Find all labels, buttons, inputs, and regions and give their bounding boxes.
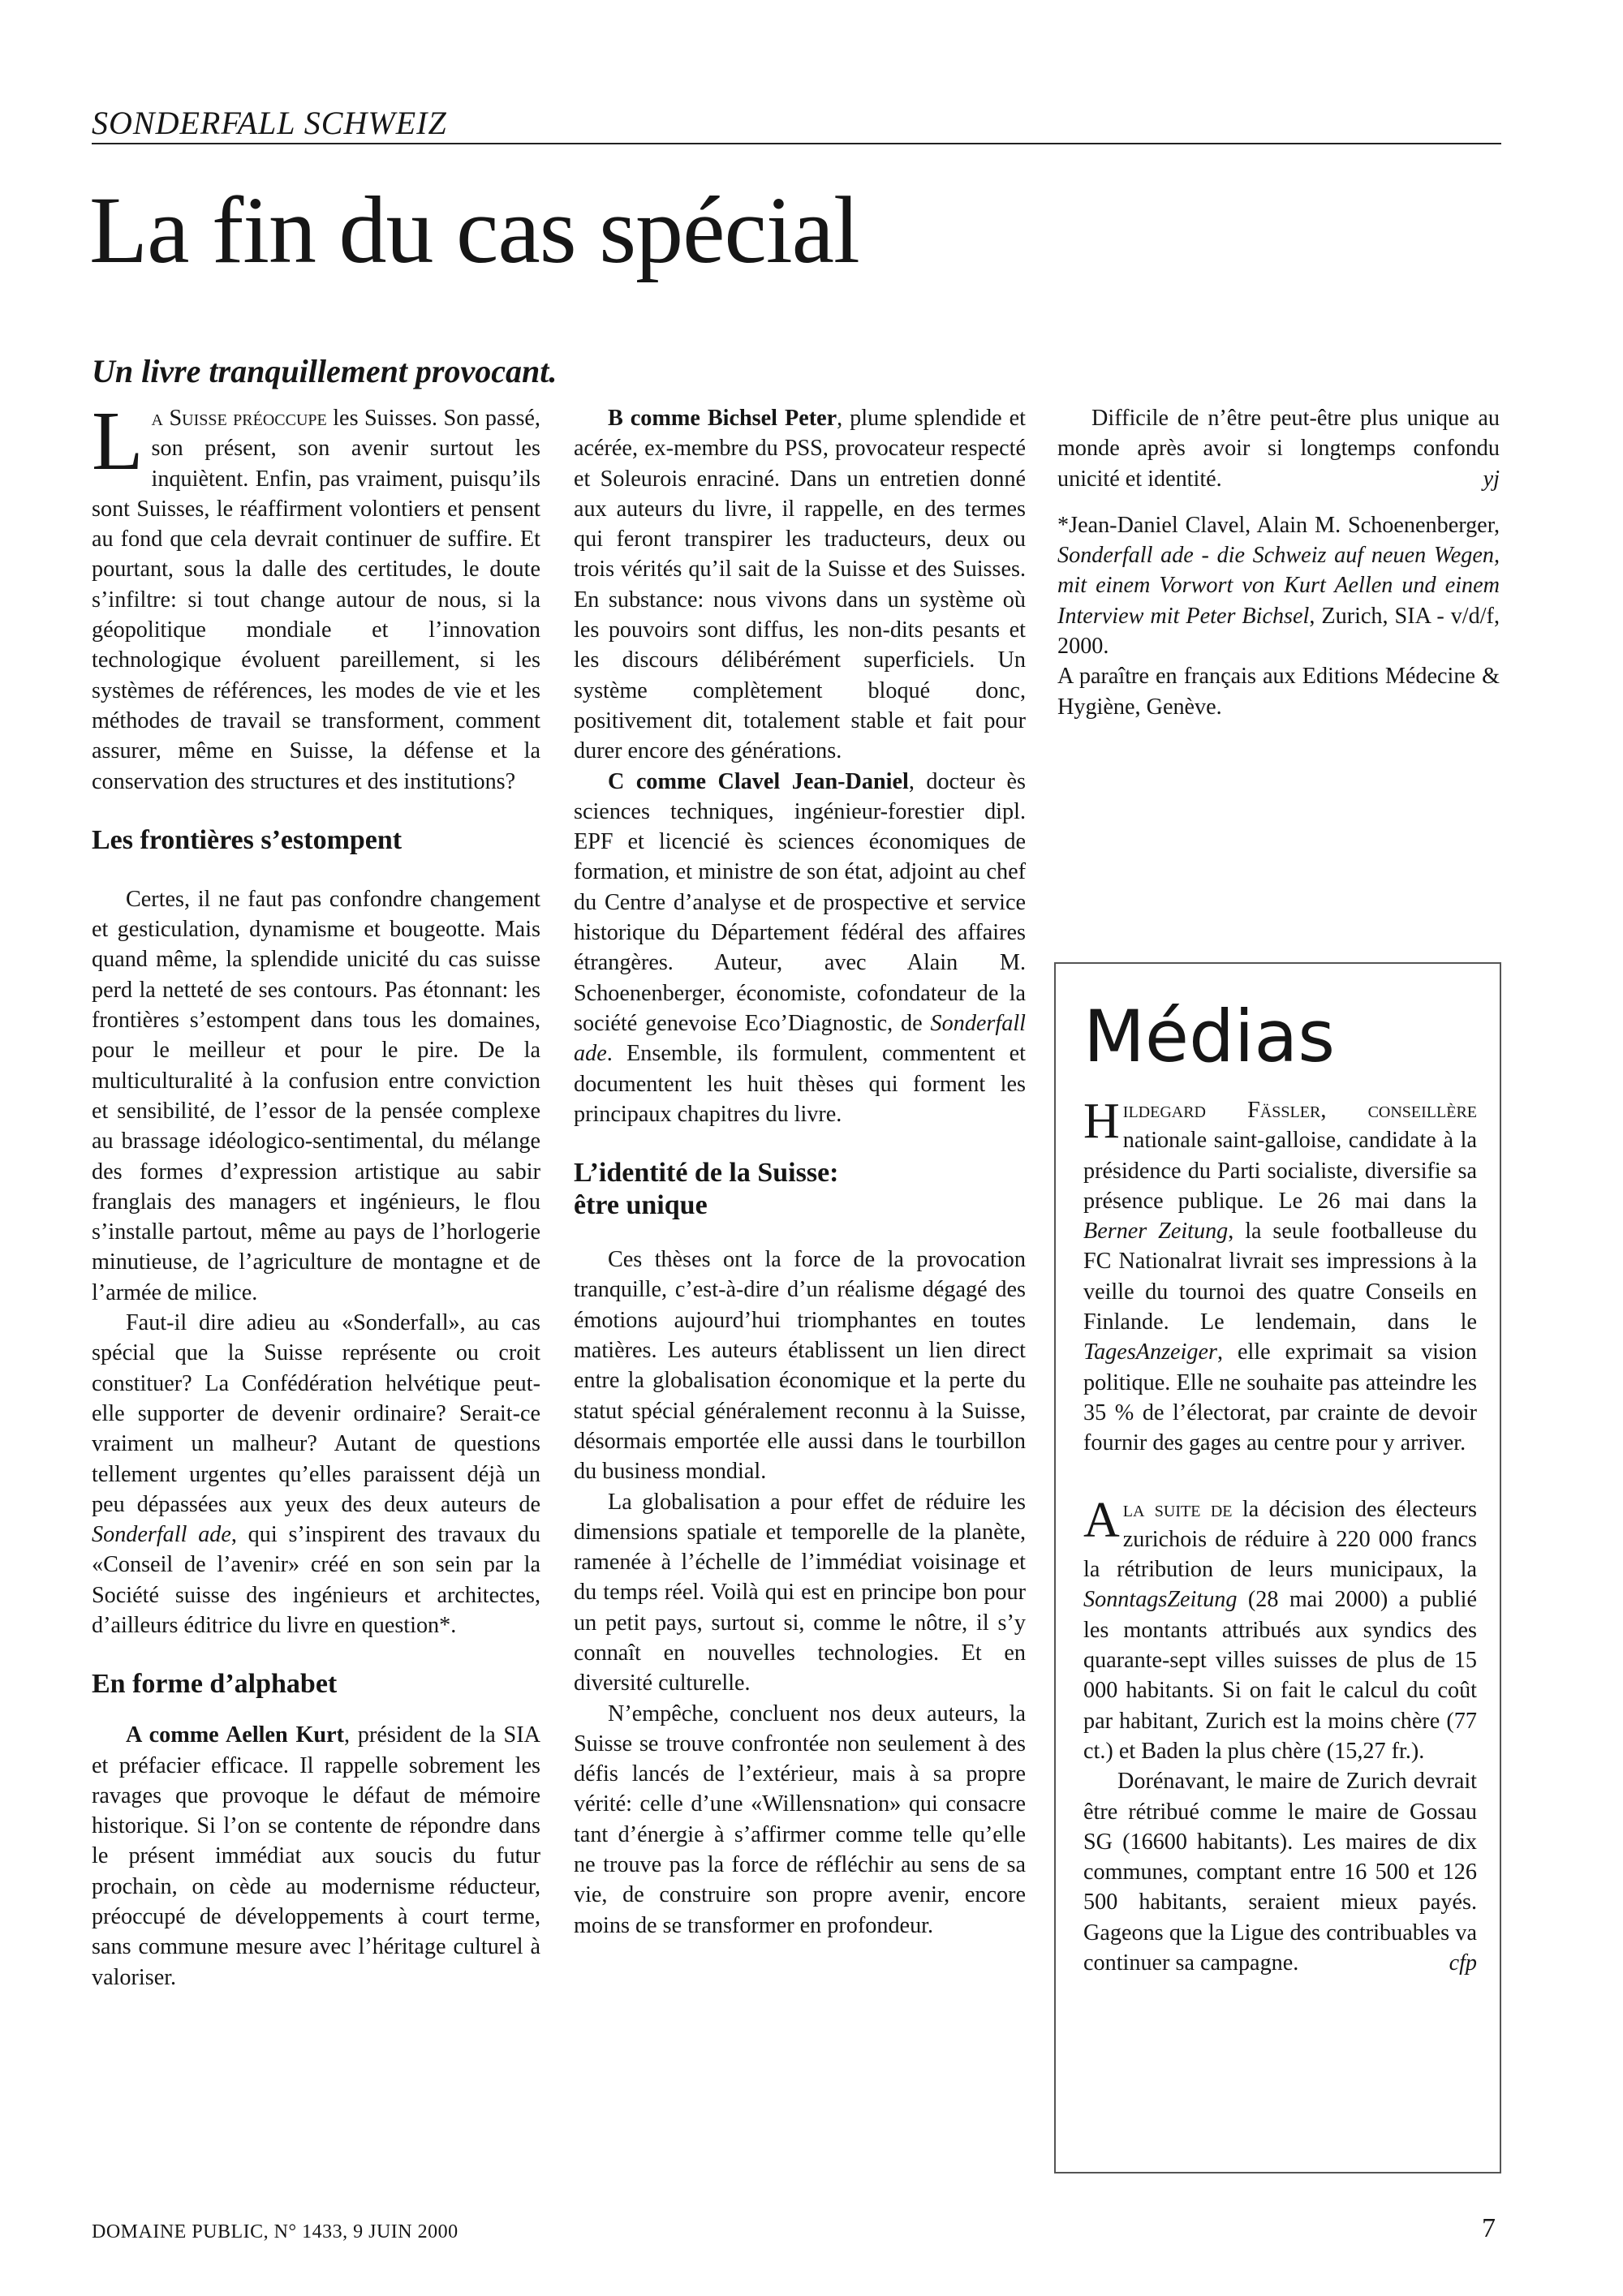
lead-text: les Suisses. Son passé, son présent, son avenir surtout les inquiètent. Enfin, pas vraiment, puisqu’ils sont Suisses, le réaffirment volontiers et pensent au fond que cela devrait continuer de suffire. Et pourtant, sous la dalle des certitudes, le doute s’infiltre: si tout change autour de nous, si la géopolitique mondiale et l’innovation technologique évoluent pareillement, si les systèmes de références, les modes de vie et les méthodes de travail se transforment, comment assurer, même en Suisse, la défense et la conservation des structures et des institutions?	[92, 406, 540, 794]
paragraph-b	[574, 403, 1026, 767]
book-title: Sonderfall ade - die Schweiz auf neuen Wegen, mit einem Vorwort von Kurt Aellen und einem Interview mit Peter Bichsel	[1057, 543, 1500, 629]
medias-box	[1054, 962, 1501, 2173]
medias-item-1: Hildegard Fässler, conseillère nationale saint-galloise, candidate à la présidence du Parti socialiste, diversifie sa présence publique. Le 26 mai dans la Berner Zeitung, la seule footballeuse du FC Nationalrat livrait ses impressions à la veille du tournoi des quatre Conseils en Finlande. Le lendemain, dans le TagesAnzeiger, elle exprimait sa vision politique. Elle ne souhaite pas atteindre les 35 % de l’électorat, par crainte de devoir fournir des gages au centre pour y arriver.	[1083, 1094, 1477, 1456]
paragraph-text: , qui s’inspirent des travaux du «Conseil de l’avenir» créé en son sein par la Société suisse des ingénieurs et architectes, d’ailleurs éditrice du livre en question*.	[92, 1522, 540, 1638]
alphabet-label-b: B comme Bichsel Peter	[608, 406, 837, 431]
lead-paragraph	[92, 394, 540, 797]
drop-cap: H	[1083, 1094, 1120, 1149]
article-subtitle: Un livre tranquillement provocant.	[92, 353, 558, 389]
alphabet-label-c: C comme Clavel Jean-Daniel	[608, 768, 909, 794]
medias-title: Médias	[1083, 995, 1336, 1078]
paragraph-text: , plume splendide et acérée, ex-membre du PSS, provocateur respecté et Soleurois enraciné. Dans un entretien donné aux auteurs du livre, il rappelle, en des termes qui feront transpirer les traducteurs, deux ou trois vérités qu’il sait de la Suisse et des Suisses. En substance: nous vivons dans un système où les pouvoirs sont diffus, les non-dits pesants et les discours délibérément superficiels. Un système complètement bloqué donc, positivement dit, totalement stable et fait pour durer encore des générations.	[574, 406, 1026, 764]
section-heading-frontieres: Les frontières s’estompent	[92, 824, 403, 855]
alphabet-label-a: A comme Aellen Kurt	[126, 1722, 344, 1748]
section-heading-alphabet: En forme d’alphabet	[92, 1669, 338, 1700]
paragraph: Ces thèses ont la force de la provocation tranquille, c’est-à-dire d’un réalisme dégagé des émotions aujourd’hui triomphantes en toutes matières. Les auteurs établissent un lien direct entre la globalisation économique et la perte du statut spécial généralement reconnu à la Suisse, désormais emportée elle aussi dans le tourbillon du business mondial.	[574, 1247, 1026, 1485]
drop-cap: L	[92, 394, 144, 488]
page-title: La fin du cas spécial	[89, 177, 859, 283]
section-label: SONDERFALL SCHWEIZ	[92, 105, 447, 141]
header-rule	[92, 143, 1501, 144]
section-heading-identite	[574, 1157, 1026, 1222]
lead-smallcaps: a Suisse préoccupe	[151, 406, 327, 431]
heading-line: être unique	[574, 1190, 708, 1221]
footnote-reference: *Jean-Daniel Clavel, Alain M. Schoenenberger, Sonderfall ade - die Schweiz auf neuen Wegen, mit einem Vorwort von Kurt Aellen und einem Interview mit Peter Bichsel, Zurich, SIA - v/d/f, 2000.	[1057, 512, 1500, 660]
paragraph: La globalisation a pour effet de réduire les dimensions spatiale et temporelle de la planète, ramenée à l’échelle de l’immédiat voisinage et du temps réel. Voilà qui est en principe bon pour un petit pays, surtout si, comme le nôtre, il s’y connaît en nouvelles technologies. Et en diversité culturelle.	[574, 1489, 1026, 1696]
paragraph	[92, 1308, 540, 1640]
medias-content	[1083, 995, 1478, 1978]
paragraph-text: . Ensemble, ils formulent, commentent et documentent les huit thèses qui forment les principaux chapitres du livre.	[574, 1041, 1026, 1127]
paragraph-a	[92, 1720, 540, 1993]
article-column-2	[574, 403, 1026, 1941]
medias-item-2-paragraph: Dorénavant, le maire de Zurich devrait être rétribué comme le maire de Gossau SG (16600 habitants). Les maires de dix communes, comptant entre 16 500 et 126 500 habitants, seraient mieux payés. Gageons que la Ligue des contribuables va continuer sa campagne. cfp	[1083, 1766, 1477, 1978]
footnote-note: A paraître en français aux Editions Médecine & Hygiène, Genève.	[1057, 664, 1500, 720]
book-title: Sonderfall ade	[92, 1522, 231, 1548]
page-number: 7	[1482, 2213, 1496, 2243]
publication-name: SonntagsZeitung	[1083, 1587, 1238, 1613]
publication-name: TagesAnzeiger	[1083, 1339, 1217, 1365]
paragraph-text: Difficile de n’être peut-être plus unique au monde après avoir si longtemps confondu unicité et identité.	[1057, 406, 1500, 492]
medias-item-2: Ala suite de la décision des électeurs zurichois de réduire à 220 000 francs la rétribution de leurs municipaux, la SonntagsZeitung (28 mai 2000) a publié les montants attribués aux syndics des quarante-sept villes suisses de plus de 15 000 habitants. Si on fait le calcul du coût par habitant, Zurich est la moins chère (77 ct.) et Baden la plus chère (15,27 fr.).	[1083, 1492, 1478, 1764]
article-column-3	[1057, 403, 1500, 722]
drop-cap: A	[1083, 1492, 1120, 1548]
author-signature: cfp	[1449, 1950, 1477, 1976]
paragraph: N’empêche, concluent nos deux auteurs, la Suisse se trouve confrontée non seulement à des défis lancés de l’extérieur, mais à sa propre vérité: celle d’une «Willensnation» qui consacre tant d’énergie à s’affirmer comme telle qu’elle ne trouve pas la force de réfléchir au sens de sa vie, de construire son propre avenir, encore moins de se transformer en profondeur.	[574, 1701, 1026, 1938]
item-smallcaps: la suite de	[1122, 1496, 1233, 1522]
footnote	[1057, 510, 1500, 722]
paragraph-text: , docteur ès sciences techniques, ingénieur-forestier dipl. EPF et licencié ès sciences économiques de formation, et ministre de son état, adjoint au chef du Centre d’analyse et de prospective et service historique du Département fédéral des affaires étrangères. Auteur, avec Alain M. Schoenenberger, économiste, cofondateur de la société genevoise Eco’Diagnostic, de	[574, 768, 1026, 1036]
paragraph: Certes, il ne faut pas confondre changement et gesticulation, dynamisme et bougeotte. Mais quand même, la splendide unicité du cas suisse perd la netteté de ses contours. Pas étonnant: les frontières s’estompent dans tous les domaines, pour le meilleur et pour le pire. De la multiculturalité à la confusion entre conviction et sensibilité, de l’essor de la pensée complexe au brassage idéologico-sentimental, du mélange des formes d’expression artistique au sabir franglais des managers et ingénieurs, le flou s’installe partout, même au pays de l’horlogerie minutieuse, de l’agriculture de montagne et de l’armée de milice.	[92, 886, 540, 1305]
paragraph	[1057, 403, 1500, 494]
item-smallcaps: ildegard Fässler, conseillère	[1122, 1098, 1477, 1123]
paragraph-text: , président de la SIA et préfacier efficace. Il rappelle sobrement les ravages que provoque le défaut de mémoire historique. Si l’on se contente de répondre dans le présent immédiat aux soucis du futur prochain, on cède au modernisme réducteur, préoccupé de développements à court terme, sans commune mesure avec l’héritage culturel à valoriser.	[92, 1722, 540, 1990]
publication-name: Berner Zeitung	[1083, 1219, 1229, 1245]
heading-line: L’identité de la Suisse:	[574, 1158, 839, 1189]
article-column-1	[92, 394, 540, 1993]
footer-publication: DOMAINE PUBLIC, N° 1433, 9 JUIN 2000	[92, 2221, 458, 2242]
author-signature: yj	[1483, 466, 1500, 492]
paragraph-c	[574, 767, 1026, 1130]
paragraph-text: Faut-il dire adieu au «Sonderfall», au cas spécial que la Suisse représente ou croit constituer? La Confédération helvétique peut-elle supporter de devenir ordinaire? Serait-ce vraiment un malheur? Autant de questions tellement urgentes qu’elles paraissent déjà un peu dépassées aux yeux des deux auteurs de	[92, 1310, 540, 1517]
book-title: Sonderfall ade	[574, 1010, 1026, 1067]
